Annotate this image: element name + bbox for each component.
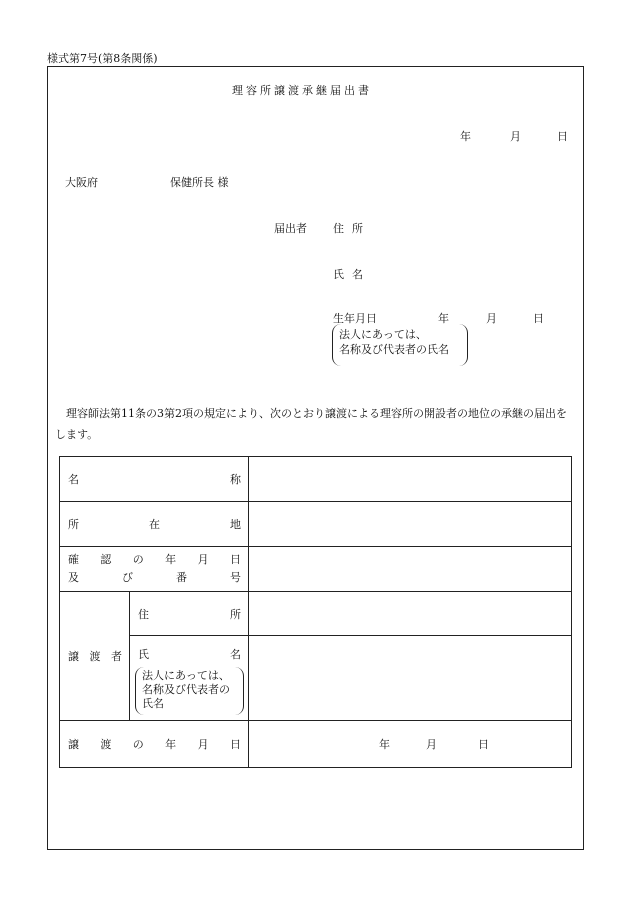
table-label-char: 名 — [68, 473, 79, 486]
table-label-char: 年 — [165, 553, 177, 566]
table-label-char: 日 — [229, 553, 241, 566]
location-input[interactable] — [249, 502, 572, 547]
corporation-note-line: 名称及び代表者の氏名 — [339, 343, 449, 356]
table-row — [60, 457, 572, 502]
table-label-char: 地 — [230, 518, 241, 531]
facility-name-label-cell — [60, 457, 249, 502]
submission-date-month: 月 — [510, 130, 521, 143]
table-label-char: 氏 — [138, 648, 149, 661]
addressee-office: 保健所長 様 — [170, 176, 229, 189]
transfer-date-year: 年 — [379, 738, 390, 751]
date-of-birth-month: 月 — [486, 312, 497, 325]
transferor-address-label-cell — [130, 592, 249, 636]
table-label-char: 渡 — [100, 738, 112, 751]
table-row — [60, 502, 572, 547]
transferor-label-cell — [60, 592, 130, 721]
applicant-name-label: 氏名 — [333, 268, 371, 281]
table-label-char: 者 — [111, 650, 122, 663]
table-label-char: 認 — [100, 553, 112, 566]
table-label-char: 号 — [230, 571, 241, 584]
table-label-char: 譲 — [68, 650, 79, 663]
declaration-text: 理容師法第11条の3第2項の規定により、次のとおり譲渡による理容所の開設者の地位の承継の届出をします。 — [55, 407, 567, 441]
table-label-char: 所 — [68, 518, 79, 531]
table-label-char: 所 — [230, 607, 241, 621]
transfer-date-day: 日 — [478, 738, 489, 751]
table-label-char: 住 — [138, 607, 149, 621]
table-label-char: 月 — [197, 553, 209, 566]
table-label-char: 年 — [165, 738, 177, 751]
corporation-note — [135, 667, 244, 715]
transferor-address-input[interactable] — [249, 592, 572, 636]
transfer-date-label-cell — [60, 721, 249, 768]
table-label-char: 番 — [176, 571, 187, 584]
table-label-char: 月 — [197, 738, 209, 751]
transfer-date-month: 月 — [426, 738, 437, 751]
date-of-birth-label: 生年月日 — [333, 312, 377, 325]
confirmation-input[interactable] — [249, 547, 572, 592]
confirmation-label-cell — [60, 547, 249, 592]
table-label-char: 称 — [230, 473, 241, 486]
table-label-char: 譲 — [68, 738, 79, 751]
transferor-name-label-cell — [130, 636, 249, 721]
date-of-birth-day: 日 — [533, 312, 544, 325]
applicant-label: 届出者 — [274, 222, 307, 235]
table-row — [60, 721, 572, 768]
applicant-address-label: 住所 — [333, 222, 371, 235]
addressee-prefecture: 大阪府 — [65, 176, 98, 189]
table-label-char: の — [132, 738, 144, 751]
table-label-char: 確 — [68, 553, 79, 566]
location-label-cell — [60, 502, 249, 547]
facility-name-input[interactable] — [249, 457, 572, 502]
transfer-details-table — [59, 456, 572, 768]
table-row — [60, 592, 572, 636]
corporation-note-line: 法人にあっては、 — [339, 328, 427, 341]
table-label-char: 日 — [229, 738, 241, 751]
transferor-name-input[interactable] — [249, 636, 572, 721]
submission-date-day: 日 — [557, 130, 568, 143]
corporation-note — [332, 324, 468, 366]
table-row — [60, 547, 572, 592]
table-label-char: 及 — [68, 571, 79, 584]
table-label-char: び — [122, 571, 133, 584]
document-title: 理容所譲渡承継届出書 — [232, 84, 372, 97]
table-label-char: 渡 — [89, 650, 101, 663]
table-row — [60, 636, 572, 721]
submission-date-year: 年 — [460, 130, 471, 143]
form-number-label: 様式第7号(第8条関係) — [47, 52, 158, 65]
table-label-char: 在 — [149, 518, 160, 531]
date-of-birth-year: 年 — [438, 312, 449, 325]
table-label-char: 名 — [230, 648, 241, 661]
corporation-note-line: 法人にあっては、 — [142, 669, 230, 682]
table-label-char: の — [132, 553, 144, 566]
corporation-note-line: 氏名 — [142, 697, 164, 710]
transfer-date-input[interactable] — [249, 721, 572, 768]
corporation-note-line: 名称及び代表者の — [142, 683, 230, 696]
